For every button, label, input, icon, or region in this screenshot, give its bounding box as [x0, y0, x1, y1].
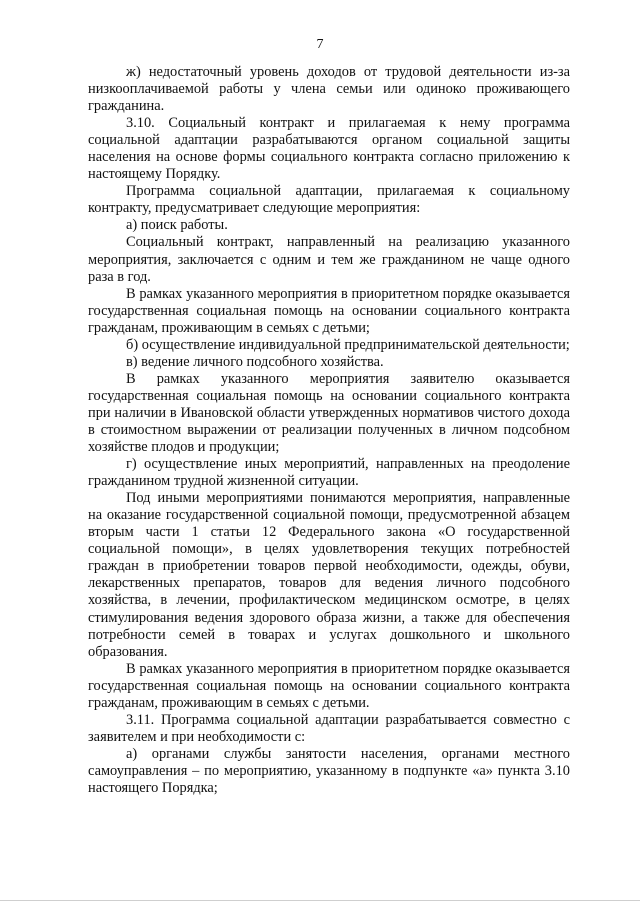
paragraph-other-measures-definition: Под иными мероприятиями понимаются мероприятия, направленные на оказание государственной социальной помощи, предусмотренной абзацем вторым части 1 статьи 12 Федерального закона «О государственной социальной помощи», в целях удовлетворения текущих потребностей граждан в приобретении товаров первой необходимости, одежды, обуви, лекарственных препаратов, товаров для ведения личного подсобного хозяйства, в лечении, профилактическом медицинском осмотре, в целях стимулирования ведения здорового образа жизни, а также для обеспечения потребности семей в товарах и услугах дошкольного и школьного образования. [88, 490, 570, 660]
paragraph-3-10: 3.10. Социальный контракт и прилагаемая к нему программа социальной адаптации разрабатываются органом социальной защиты населения на основе формы социального контракта согласно приложению к настоящему Порядку. [88, 115, 570, 183]
paragraph-program-measures: Программа социальной адаптации, прилагаемая к социальному контракту, предусматривает следующие мероприятия: [88, 183, 570, 217]
document-body [88, 64, 570, 797]
paragraph-3-11: 3.11. Программа социальной адаптации разрабатывается совместно с заявителем и при необходимости с: [88, 711, 570, 745]
page-number: 7 [316, 37, 324, 52]
paragraph-a-employment-authorities: а) органами службы занятости населения, органами местного самоуправления – по мероприятию, указанному в подпункте «а» пункта 3.10 настоящего Порядка; [88, 745, 570, 796]
paragraph-zh-low-income: ж) недостаточный уровень доходов от трудовой деятельности из-за низкооплачиваемой работы у члена семьи или одиноко проживающего гражданина. [88, 64, 570, 115]
paragraph-priority-families-1: В рамках указанного мероприятия в приоритетном порядке оказывается государственная социальная помощь на основании социального контракта гражданам, проживающим в семьях с детьми; [88, 285, 570, 336]
paragraph-a-job-search: а) поиск работы. [126, 217, 228, 234]
scan-edge-line [0, 900, 640, 901]
paragraph-contract-once-a-year: Социальный контракт, направленный на реализацию указанного мероприятия, заключается с одним и тем же гражданином не чаще одного раза в год. [88, 234, 570, 285]
paragraph-priority-families-2: В рамках указанного мероприятия в приоритетном порядке оказывается государственная социальная помощь на основании социального контракта гражданам, проживающим в семьях с детьми. [88, 660, 570, 711]
paragraph-g-other-measures: г) осуществление иных мероприятий, направленных на преодоление гражданином трудной жизненной ситуации. [88, 456, 570, 490]
paragraph-v-household-farming: в) ведение личного подсобного хозяйства. [126, 353, 384, 370]
paragraph-household-farming-conditions: В рамках указанного мероприятия заявителю оказывается государственная социальная помощь на основании социального контракта при наличии в Ивановской области утвержденных нормативов чистого дохода в стоимостном выражении от реализации полученных в личном подсобном хозяйстве плодов и продукции; [88, 370, 570, 456]
paragraph-b-entrepreneurship: б) осуществление индивидуальной предпринимательской деятельности; [126, 336, 570, 353]
